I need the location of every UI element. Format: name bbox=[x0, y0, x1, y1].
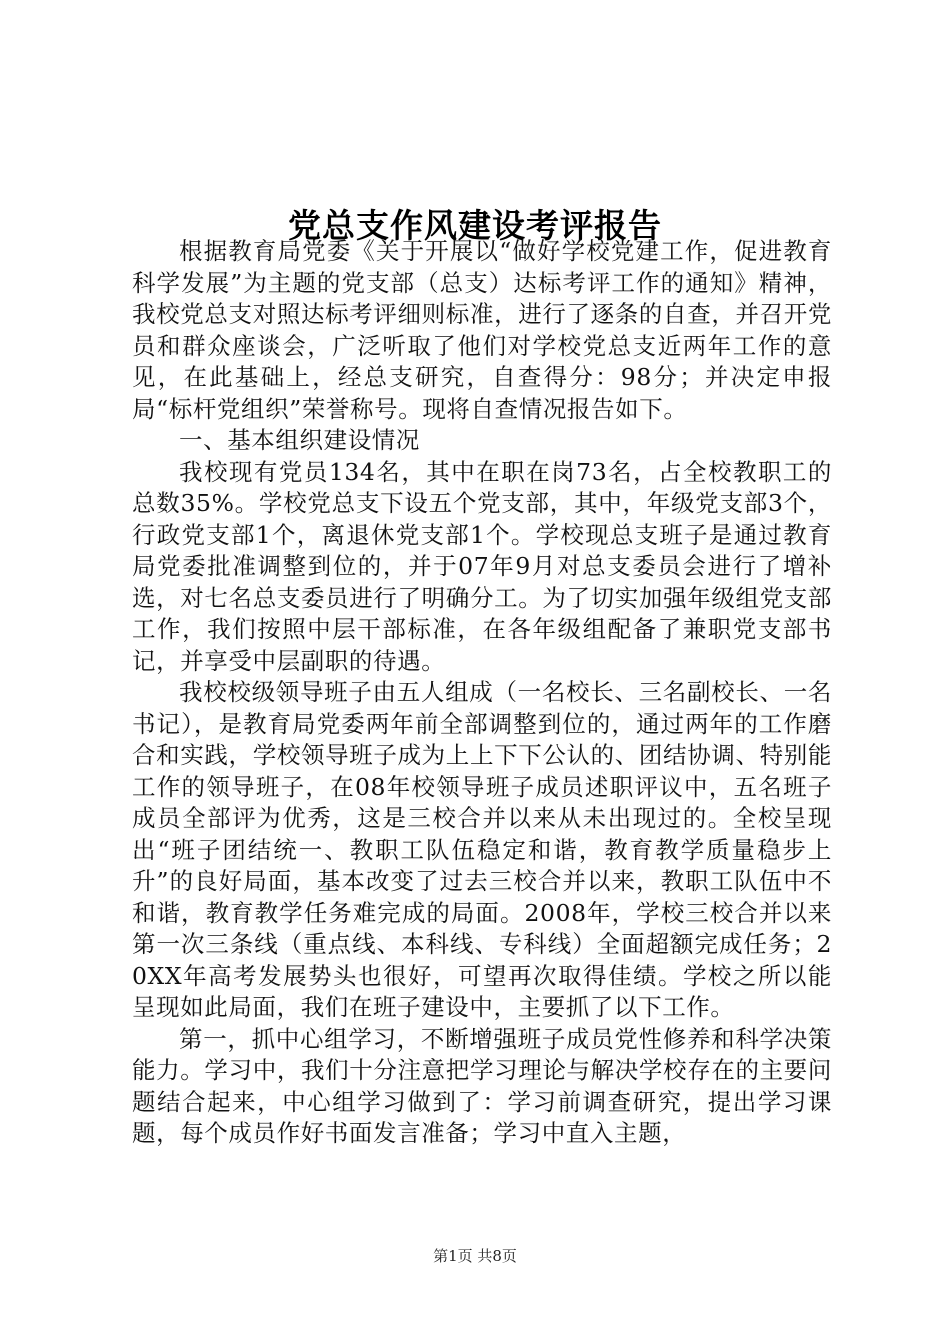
section-heading-basic-organization: 一、基本组织建设情况 bbox=[179, 426, 420, 454]
party-member-paragraph: 我校现有党员134名，其中在职在岗73名，占全校教职工的总数35%。学校党总支下设五个党支部，其中，年级党支部3个，行政党支部1个，离退休党支部1个。学校现总支班子是通过教育局党委批准调整到位的，并于07年9月对总支委员会进行了增补选，对七名总支委员进行了明确分工。为了切实加强年级组党支部工作，我们按照中层干部标准，在各年级组配备了兼职党支部书记，并享受中层副职的待遇。 bbox=[132, 457, 832, 675]
document-body bbox=[132, 236, 832, 1150]
leadership-team-paragraph: 我校校级领导班子由五人组成（一名校长、三名副校长、一名书记），是教育局党委两年前全部调整到位的，通过两年的工作磨合和实践，学校领导班子成为上上下下公认的、团结协调、特别能工作的领导班子，在08年校领导班子成员述职评议中，五名班子成员全部评为优秀，这是三校合并以来从未出现过的。全校呈现出“班子团结统一、教职工队伍稳定和谐，教育教学质量稳步上升”的良好局面，基本改变了过去三校合并以来，教职工队伍中不和谐，教育教学任务难完成的局面。2008年，学校三校合并以来第一次三条线（重点线、本科线、专科线）全面超额完成任务；20XX年高考发展势头也很好，可望再次取得佳绩。学校之所以能呈现如此局面，我们在班子建设中，主要抓了以下工作。 bbox=[132, 678, 832, 1021]
intro-paragraph: 根据教育局党委《关于开展以“做好学校党建工作，促进教育科学发展”为主题的党支部（总支）达标考评工作的通知》精神，我校党总支对照达标考评细则标准，进行了逐条的自查，并召开党员和群众座谈会，广泛听取了他们对学校党总支近两年工作的意见，在此基础上，经总支研究，自查得分：98分；并决定申报局“标杆党组织”荣誉称号。现将自查情况报告如下。 bbox=[132, 237, 832, 423]
document-title: 党总支作风建设考评报告 bbox=[288, 206, 662, 246]
page-footer: 第1页 共8页 bbox=[433, 1247, 517, 1265]
central-group-study-paragraph: 第一，抓中心组学习，不断增强班子成员党性修养和科学决策能力。学习中，我们十分注意把学习理论与解决学校存在的主要问题结合起来，中心组学习做到了：学习前调查研究，提出学习课题，每个成员作好书面发言准备；学习中直入主题， bbox=[132, 1024, 832, 1147]
